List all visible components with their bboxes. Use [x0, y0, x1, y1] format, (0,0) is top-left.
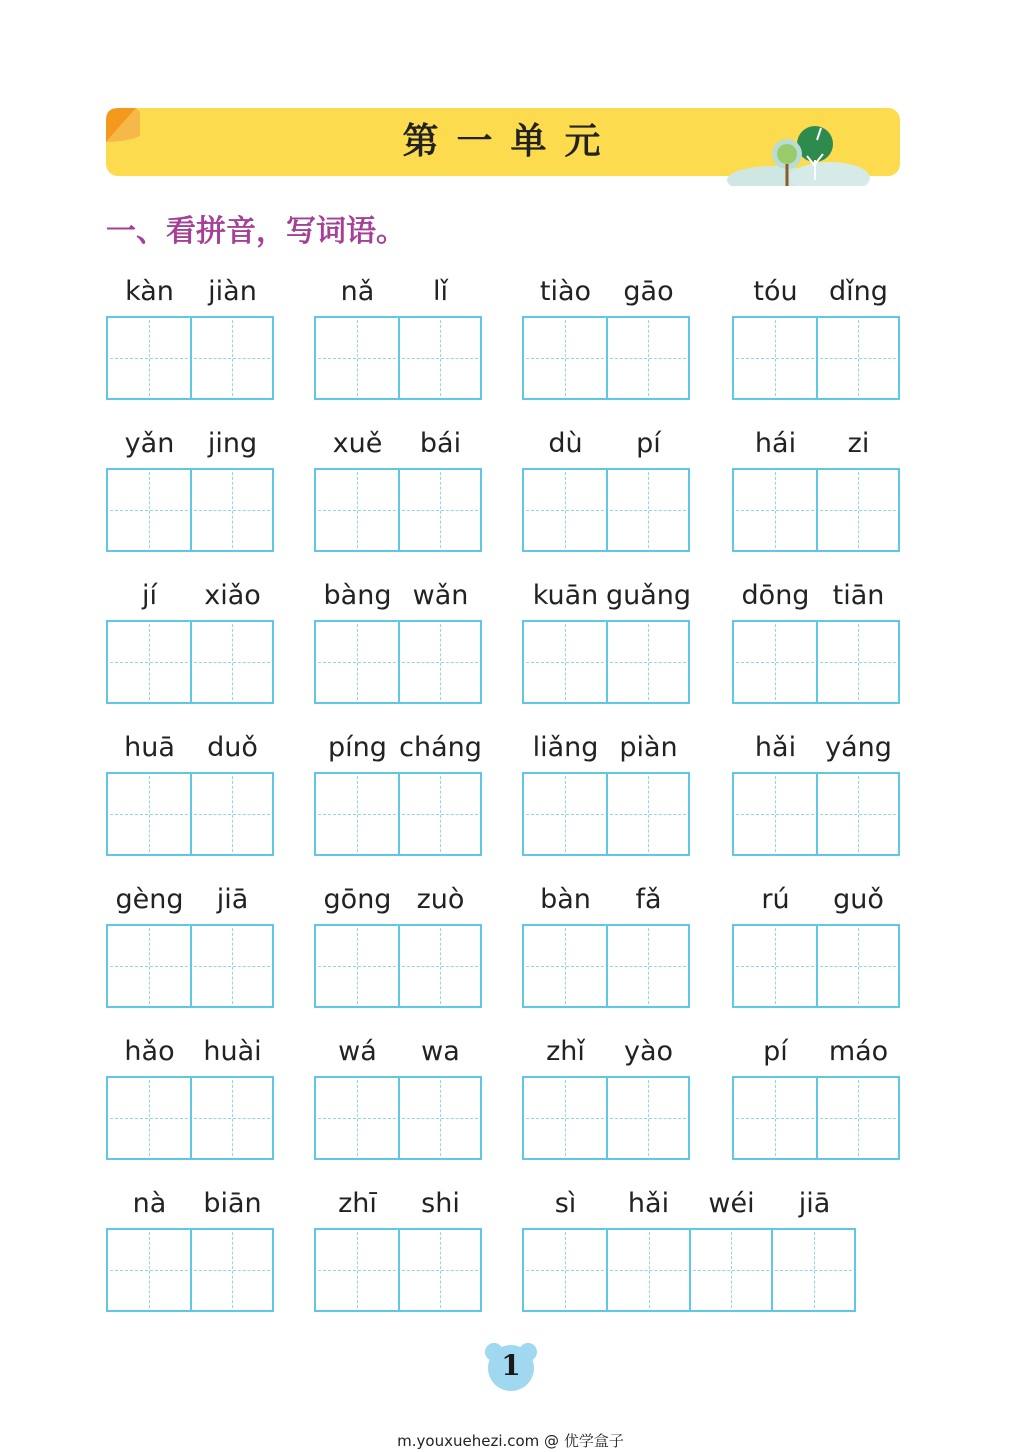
writing-grid — [314, 468, 482, 552]
pinyin-label: nà — [132, 1188, 167, 1219]
writing-grid — [106, 316, 274, 400]
pinyin-label: hǎi — [754, 732, 797, 763]
pinyin-label: kàn — [125, 276, 174, 307]
writing-cell[interactable] — [398, 318, 480, 398]
pinyin-label: zi — [847, 428, 870, 459]
writing-cell[interactable] — [734, 1078, 816, 1158]
pinyin-label: bàng — [323, 580, 392, 611]
pinyin-label: wǎn — [412, 580, 469, 611]
writing-cell[interactable] — [734, 622, 816, 702]
pinyin-row — [106, 274, 274, 310]
pinyin-label: dù — [548, 428, 583, 459]
pinyin-row — [106, 730, 274, 766]
writing-cell[interactable] — [398, 470, 480, 550]
writing-cell[interactable] — [190, 1078, 272, 1158]
writing-grid — [522, 468, 690, 552]
pinyin-label: jiàn — [208, 276, 257, 307]
pinyin-label: wa — [421, 1036, 460, 1067]
pinyin-label: jiā — [216, 884, 249, 915]
writing-grid — [314, 1228, 482, 1312]
section-title: 一、看拼音，写词语。 — [106, 214, 406, 249]
writing-cell[interactable] — [606, 774, 688, 854]
writing-grid — [732, 620, 900, 704]
writing-cell[interactable] — [108, 926, 190, 1006]
writing-cell[interactable] — [108, 1230, 190, 1310]
pinyin-row — [106, 1186, 274, 1222]
pinyin-label: wéi — [708, 1188, 755, 1219]
pinyin-label: jí — [141, 580, 157, 611]
writing-cell[interactable] — [524, 318, 606, 398]
writing-grid — [314, 924, 482, 1008]
writing-grid — [732, 468, 900, 552]
writing-cell[interactable] — [108, 622, 190, 702]
pinyin-label: rú — [761, 884, 790, 915]
writing-cell[interactable] — [771, 1230, 854, 1310]
writing-cell[interactable] — [108, 1078, 190, 1158]
pinyin-label: gèng — [115, 884, 184, 915]
writing-cell[interactable] — [316, 1078, 398, 1158]
writing-cell[interactable] — [316, 774, 398, 854]
writing-cell[interactable] — [689, 1230, 772, 1310]
writing-cell[interactable] — [524, 774, 606, 854]
pinyin-row — [314, 730, 482, 766]
writing-cell[interactable] — [190, 622, 272, 702]
writing-cell[interactable] — [816, 622, 898, 702]
pinyin-row — [106, 882, 274, 918]
pinyin-label: shi — [421, 1188, 460, 1219]
writing-cell[interactable] — [398, 622, 480, 702]
pinyin-row — [314, 1034, 482, 1070]
writing-grid — [106, 924, 274, 1008]
writing-cell[interactable] — [108, 470, 190, 550]
pinyin-label: guǒ — [833, 884, 884, 915]
pinyin-label: tóu — [753, 276, 798, 307]
writing-cell[interactable] — [606, 1230, 689, 1310]
writing-cell[interactable] — [108, 774, 190, 854]
trees-illustration-icon — [725, 120, 870, 186]
pinyin-label: hǎi — [627, 1188, 670, 1219]
pinyin-row — [732, 730, 900, 766]
writing-cell[interactable] — [190, 1230, 272, 1310]
writing-cell[interactable] — [734, 774, 816, 854]
pinyin-label: bái — [419, 428, 462, 459]
writing-cell[interactable] — [398, 774, 480, 854]
footer-source: m.youxuehezi.com @ 优学盒子 — [397, 1432, 624, 1450]
pinyin-label: jiā — [798, 1188, 831, 1219]
writing-grid — [106, 772, 274, 856]
writing-grid — [106, 620, 274, 704]
pinyin-label: cháng — [399, 732, 482, 763]
pinyin-label: piàn — [619, 732, 678, 763]
pinyin-label: wá — [338, 1036, 377, 1067]
pinyin-label: hái — [754, 428, 797, 459]
writing-grid — [522, 620, 690, 704]
pinyin-label: bàn — [540, 884, 591, 915]
pinyin-label: duǒ — [207, 732, 258, 763]
pinyin-label: gāo — [623, 276, 674, 307]
writing-cell[interactable] — [190, 926, 272, 1006]
writing-cell[interactable] — [606, 318, 688, 398]
pinyin-label: nǎ — [340, 276, 375, 307]
writing-grid — [522, 772, 690, 856]
pinyin-label: zuò — [416, 884, 465, 915]
writing-grid — [106, 1076, 274, 1160]
writing-cell[interactable] — [606, 622, 688, 702]
pinyin-label: yǎn — [124, 428, 175, 459]
pinyin-label: tiān — [832, 580, 885, 611]
pinyin-row — [732, 578, 900, 614]
writing-cell[interactable] — [190, 470, 272, 550]
writing-cell[interactable] — [316, 926, 398, 1006]
pinyin-label: kuān — [532, 580, 599, 611]
writing-cell[interactable] — [108, 318, 190, 398]
page-number: 1 — [501, 1349, 521, 1382]
pinyin-label: pí — [636, 428, 661, 459]
pinyin-label: yáng — [825, 732, 892, 763]
pinyin-row — [106, 1034, 274, 1070]
writing-cell[interactable] — [190, 774, 272, 854]
writing-cell[interactable] — [398, 1230, 480, 1310]
writing-cell[interactable] — [316, 318, 398, 398]
writing-grid — [732, 316, 900, 400]
pinyin-label: sì — [554, 1188, 577, 1219]
pinyin-label: liǎng — [532, 732, 599, 763]
writing-grid — [732, 772, 900, 856]
writing-cell[interactable] — [606, 1078, 688, 1158]
writing-cell[interactable] — [316, 1230, 398, 1310]
pinyin-row — [314, 274, 482, 310]
pinyin-label: gōng — [323, 884, 392, 915]
pinyin-label: guǎng — [605, 580, 692, 611]
writing-grid — [314, 316, 482, 400]
writing-grid — [314, 620, 482, 704]
pinyin-row — [522, 426, 690, 462]
writing-grid — [522, 1076, 690, 1160]
writing-grid — [522, 316, 690, 400]
unit-title: 第一单元 — [402, 121, 619, 162]
pinyin-row — [522, 1186, 856, 1222]
writing-cell[interactable] — [816, 1078, 898, 1158]
writing-cell[interactable] — [190, 318, 272, 398]
pinyin-row — [314, 578, 482, 614]
writing-cell[interactable] — [524, 1230, 606, 1310]
writing-cell[interactable] — [734, 470, 816, 550]
writing-grid — [106, 468, 274, 552]
pinyin-row — [314, 426, 482, 462]
writing-grid — [314, 1076, 482, 1160]
pinyin-row — [314, 882, 482, 918]
writing-cell[interactable] — [524, 622, 606, 702]
pinyin-label: hǎo — [124, 1036, 175, 1067]
writing-grid — [106, 1228, 274, 1312]
writing-cell[interactable] — [316, 470, 398, 550]
writing-cell[interactable] — [606, 470, 688, 550]
pinyin-label: yào — [623, 1036, 674, 1067]
writing-grid — [314, 772, 482, 856]
pinyin-row — [522, 1034, 690, 1070]
writing-grid — [732, 924, 900, 1008]
pinyin-label: biān — [203, 1188, 262, 1219]
pinyin-label: dǐng — [829, 276, 888, 307]
pinyin-row — [314, 1186, 482, 1222]
writing-cell[interactable] — [524, 926, 606, 1006]
pinyin-row — [522, 882, 690, 918]
writing-grid — [732, 1076, 900, 1160]
pinyin-label: xuě — [332, 428, 383, 459]
pinyin-row — [522, 578, 690, 614]
writing-cell[interactable] — [734, 926, 816, 1006]
writing-cell[interactable] — [816, 318, 898, 398]
pinyin-label: tiào — [539, 276, 592, 307]
writing-cell[interactable] — [524, 1078, 606, 1158]
pinyin-row — [106, 578, 274, 614]
pinyin-label: píng — [328, 732, 387, 763]
writing-grid — [522, 1228, 856, 1312]
writing-cell[interactable] — [398, 1078, 480, 1158]
pinyin-label: jing — [207, 428, 258, 459]
writing-cell[interactable] — [606, 926, 688, 1006]
pinyin-label: huā — [124, 732, 175, 763]
writing-cell[interactable] — [734, 318, 816, 398]
pinyin-row — [106, 426, 274, 462]
pinyin-label: xiǎo — [204, 580, 261, 611]
pinyin-label: huài — [203, 1036, 262, 1067]
pinyin-row — [732, 882, 900, 918]
writing-grid — [522, 924, 690, 1008]
pinyin-label: pí — [763, 1036, 788, 1067]
pinyin-label: zhī — [338, 1188, 377, 1219]
pinyin-label: zhǐ — [546, 1036, 585, 1067]
pinyin-row — [732, 1034, 900, 1070]
pinyin-row — [732, 426, 900, 462]
writing-cell[interactable] — [816, 774, 898, 854]
pinyin-label: dōng — [741, 580, 810, 611]
writing-cell[interactable] — [316, 622, 398, 702]
pinyin-label: fǎ — [635, 884, 662, 915]
pinyin-label: lǐ — [432, 276, 448, 307]
writing-cell[interactable] — [816, 470, 898, 550]
writing-cell[interactable] — [524, 470, 606, 550]
writing-cell[interactable] — [398, 926, 480, 1006]
writing-cell[interactable] — [816, 926, 898, 1006]
pinyin-label: máo — [828, 1036, 889, 1067]
pinyin-row — [522, 274, 690, 310]
pinyin-row — [522, 730, 690, 766]
pinyin-row — [732, 274, 900, 310]
